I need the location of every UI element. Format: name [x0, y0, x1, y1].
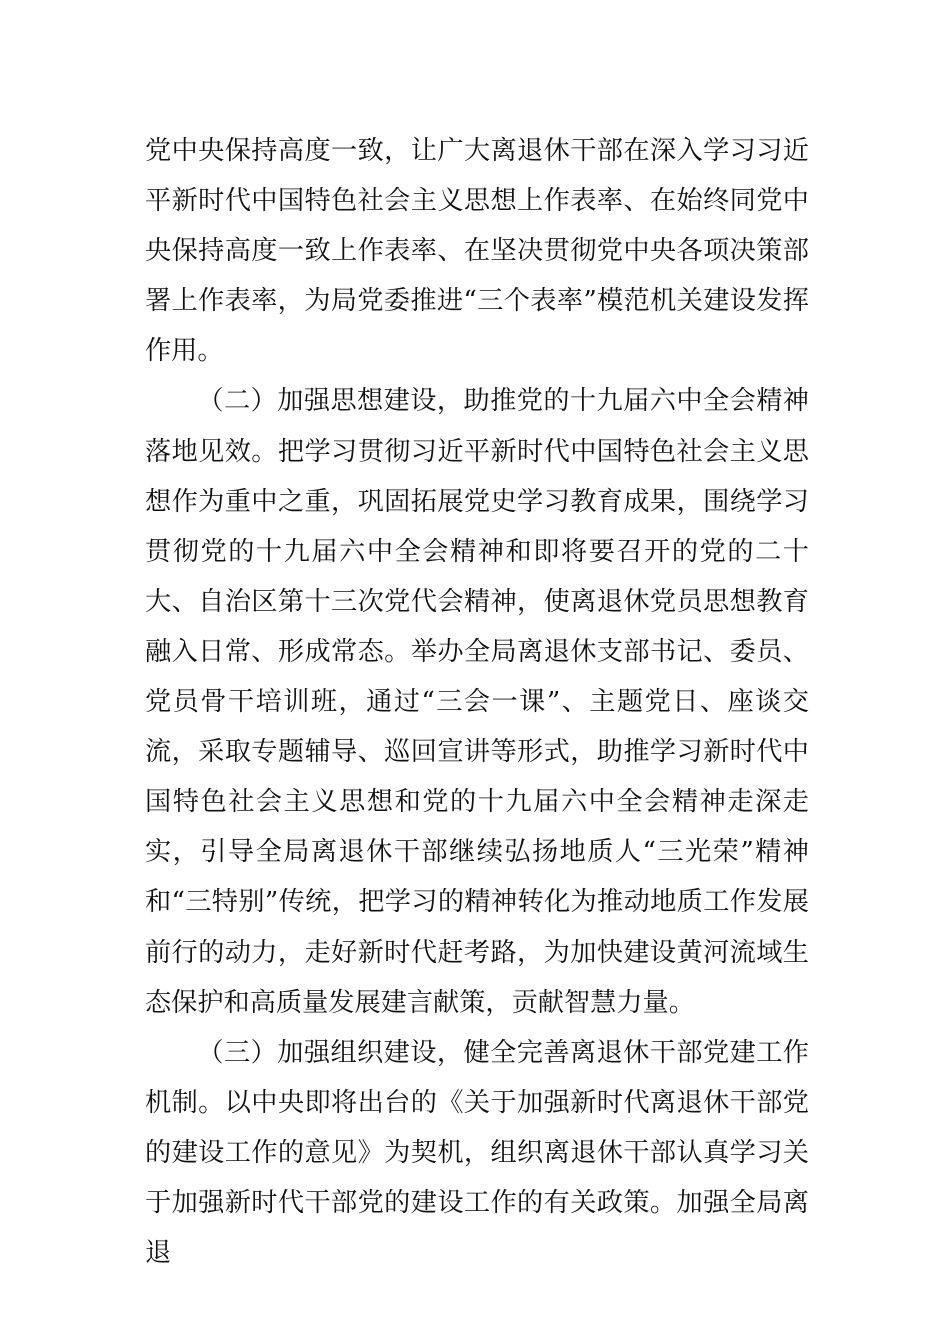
document-body — [145, 126, 809, 1278]
paragraph-section-3: （三）加强组织建设，健全完善离退休干部党建工作机制。以中央即将出台的《关于加强新时代离退休干部党的建设工作的意见》为契机，组织离退休干部认真学习关于加强新时代干部党的建设工作的有关政策。加强全局离退 — [145, 1037, 809, 1269]
paragraph-continuation: 党中央保持高度一致，让广大离退休干部在深入学习习近平新时代中国特色社会主义思想上作表率、在始终同党中央保持高度一致上作表率、在坚决贯彻党中央各项决策部署上作表率，为局党委推进“三个表率”模范机关建设发挥作用。 — [145, 136, 809, 367]
paragraph-section-2: （二）加强思想建设，助推党的十九届六中全会精神落地见效。把学习贯彻习近平新时代中国特色社会主义思想作为重中之重，巩固拓展党史学习教育成果，围绕学习贯彻党的十九届六中全会精神和即将要召开的党的二十大、自治区第十三次党代会精神，使离退休党员思想教育融入日常、形成常态。举办全局离退休支部书记、委员、党员骨干培训班，通过“三会一课”、主题党日、座谈交流，采取专题辅导、巡回宣讲等形式，助推学习新时代中国特色社会主义思想和党的十九届六中全会精神走深走实，引导全局离退休干部继续弘扬地质人“三光荣”精神和“三特别”传统，把学习的精神转化为推动地质工作发展前行的动力，走好新时代赶考路，为加快建设黄河流域生态保护和高质量发展建言献策，贡献智慧力量。 — [145, 386, 809, 1018]
